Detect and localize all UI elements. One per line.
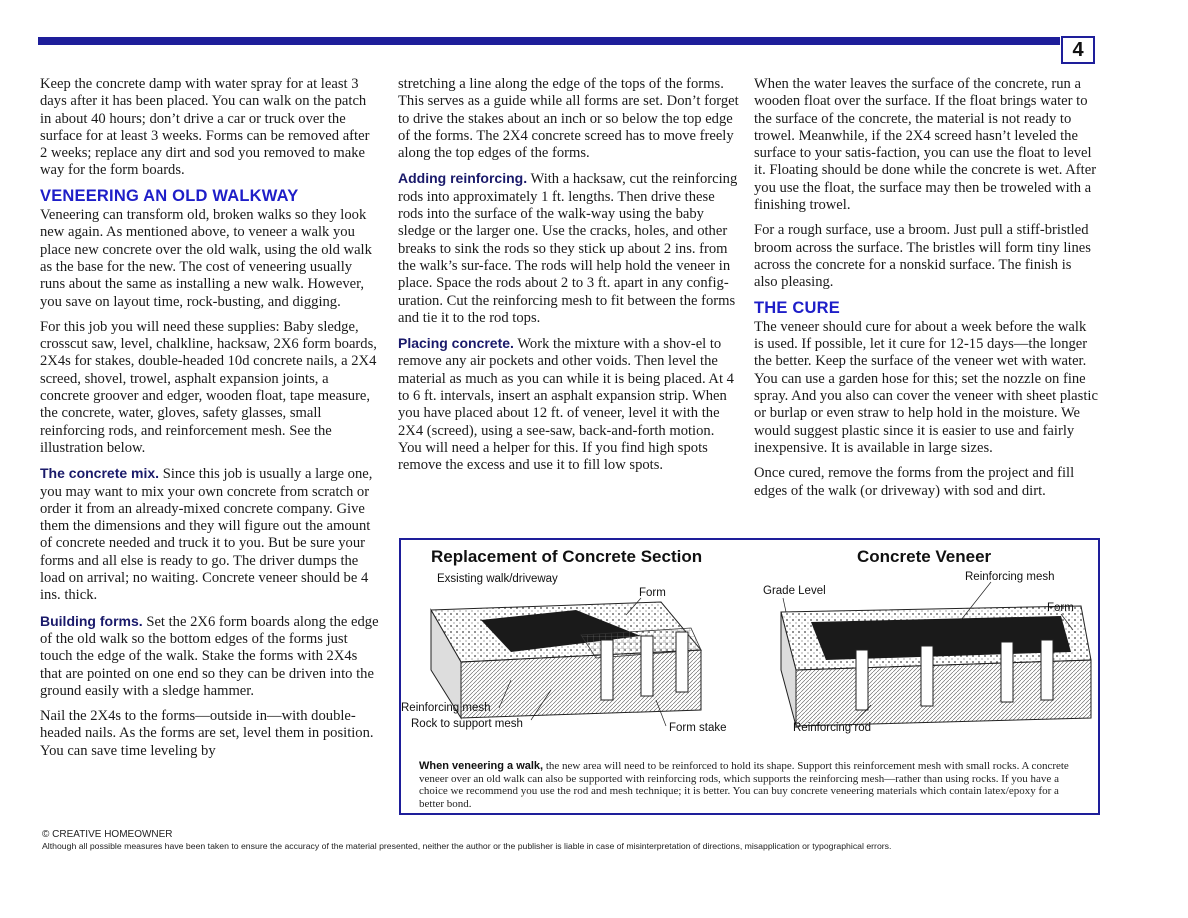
veneer-drawing	[781, 582, 1091, 726]
paragraph: For a rough surface, use a broom. Just pull a stiff-bristled broom across the surface. The bristles will form tiny lines across the concrete for a nonskid surface. The finish is also pleasing.	[754, 222, 1091, 291]
label-rock-support: Rock to support mesh	[411, 718, 523, 730]
column-3	[754, 76, 1098, 508]
paragraph: When the water leaves the surface of the concrete, run a wooden float over the surface. If the float brings water to the surface of the concrete, the material is not ready to trowel. Meanwhile, if the 2X4 screed hasn’t leveled the surface to your satis-faction, you can use the float to level it. Floating should be done while the concrete is wet. After you use the float, the surface may then be troweled with a finishing trowel.	[754, 76, 1097, 214]
header-rule	[38, 37, 1060, 45]
paragraph: The veneer should cure for about a week before the walk is used. If possible, let it cure for 12-15 days—the longer the better. Keep the surface of the veneer wet with water. You can use a garden hose for this; set the nozzle on fine spray. And you also can cover the veneer with sheet plastic or burlap or even straw to help hold in the moisture. We would suggest plastic since it is easier to use and fairly inexpensive. It is available in large sizes.	[754, 318, 1098, 456]
label-grade-level: Grade Level	[763, 585, 826, 597]
page-number: 4	[1061, 36, 1095, 64]
run-in-heading: Adding reinforcing.	[398, 170, 528, 187]
label-form-left: Form	[639, 587, 666, 599]
section-heading-cure: THE CURE	[754, 298, 840, 317]
label-reinforcing-mesh-left: Reinforcing mesh	[401, 702, 491, 714]
illustration-box	[399, 538, 1100, 815]
paragraph: Nail the 2X4s to the forms—outside in—with double-headed nails. As the forms are set, level them in position. You can save time leveling by	[40, 708, 374, 759]
run-in-heading: Building forms.	[40, 612, 143, 629]
label-form-stake: Form stake	[669, 722, 727, 734]
figure-caption	[419, 760, 1079, 810]
label-reinforcing-rod: Reinforcing rod	[793, 722, 871, 734]
section-heading-veneering: VENEERING AN OLD WALKWAY	[40, 186, 299, 205]
paragraph: For this job you will need these supplies: Baby sledge, crosscut saw, level, chalkline, hacksaw, 2X6 form boards, 2X4s for stakes, double-headed 10d concrete nails, a 2X4 screed, shovel, trowel, asphalt expansion joints, a concrete groover and edger, wooden float, tape measure, the concrete, water, gloves, safety glasses, small reinforcing rods, and reinforcement mesh. See the illustration below.	[40, 318, 377, 456]
paragraph	[40, 465, 380, 604]
caption-body: the new area will need to be reinforced to hold its shape. Support this reinforcement mesh with small rocks. A concrete veneer over an old walk can also be supported with reinforcing rods, which supports the reinforcing mesh—rather than using rocks. If you have a choice we recommend you use the rod and mesh technique; it is better. You can buy concrete veneering materials which contain latex/epoxy for a better bond.	[419, 760, 1069, 810]
run-in-heading: The concrete mix.	[40, 465, 160, 482]
paragraph: Veneering can transform old, broken walks so they look new again. As mentioned above, to veneer a walk you place new concrete over the old walk, using the old walk as the base for the new. The cost of veneering usually runs about the same as installing a new walk. However, you save on layout time, rock-busting, and digging.	[40, 207, 372, 310]
caption-lead: When veneering a walk,	[419, 760, 544, 772]
paragraph-body: With a hacksaw, cut the reinforcing rods into approximately 1 ft. lengths. Then drive these rods into the surface of the walk-way using the baby sledge or the larger one. Use the cracks, holes, and other breaks to sink the rods so they stick up about 2 ins. from the walk’s sur-face. The rods will help hold the veneer in place. Space the rods about 2 to 3 ft. apart in any config-uration. Cut the reinforcing mesh to fit between the forms and tie it to the rod tops.	[398, 171, 738, 326]
copyright: © CREATIVE HOMEOWNER	[42, 829, 173, 840]
paragraph-body: Set the 2X6 form boards along the edge of the old walk so the bottom edges of the forms just touch the edge of the walk. Stake the forms with 2X4s that are pointed on one end so they can be driven into the ground easily with a sledge hammer.	[40, 613, 379, 699]
paragraph: Keep the concrete damp with water spray for at least 3 days after it has been placed. You can walk on the patch in about 40 hours; don’t drive a car or truck over the surface for at least 3 weeks. Forms can be removed after 2 weeks; replace any dirt and sod you removed to make way for the form boards.	[40, 76, 370, 179]
paragraph: stretching a line along the edge of the tops of the forms. This serves as a guide while all forms are set. Don’t forget to drive the stakes about an inch or so below the top edge of the forms. The 2X4 concrete screed has to move freely along the top edges of the forms.	[398, 76, 739, 162]
figure-title-veneer: Concrete Veneer	[857, 547, 992, 566]
disclaimer: Although all possible measures have been taken to ensure the accuracy of the material presented, neither the author or the publisher is liable in case of misinterpretation of directions, misapplication or typographical errors.	[42, 841, 892, 851]
paragraph	[40, 613, 380, 700]
column-2	[398, 76, 740, 483]
paragraph	[398, 170, 740, 327]
label-form-right: Form	[1047, 602, 1074, 614]
paragraph-body: Since this job is usually a large one, you may want to mix your own concrete from scratch or order it from an already-mixed concrete company. Give them the dimensions and they will figure out the amount of concrete needed and truck it to you. But be sure your forms and all else is ready to go. The driver dumps the load on arrival; no waiting. Concrete veneer should be 4 ins. thick.	[40, 466, 373, 604]
figure-title-replacement: Replacement of Concrete Section	[431, 547, 703, 566]
paragraph	[398, 335, 740, 474]
label-reinforcing-mesh-right: Reinforcing mesh	[965, 571, 1055, 583]
column-1	[40, 76, 380, 768]
run-in-heading: Placing concrete.	[398, 335, 514, 352]
paragraph: Once cured, remove the forms from the project and fill edges of the walk (or driveway) with sod and dirt.	[754, 465, 1075, 499]
paragraph-body: Work the mixture with a shov-el to remove any air pockets and other voids. Then level the material as much as you can while it is being placed. At 4 to 6 ft. intervals, insert an asphalt expansion strip. When you have placed about 12 ft. of veneer, level it with the 2X4 (screed), using a see-saw, back-and-forth motion. You will need a helper for this. If you find high spots remove the excess and use it to fill low spots.	[398, 336, 734, 474]
label-existing-walk: Exsisting walk/driveway	[437, 573, 558, 585]
